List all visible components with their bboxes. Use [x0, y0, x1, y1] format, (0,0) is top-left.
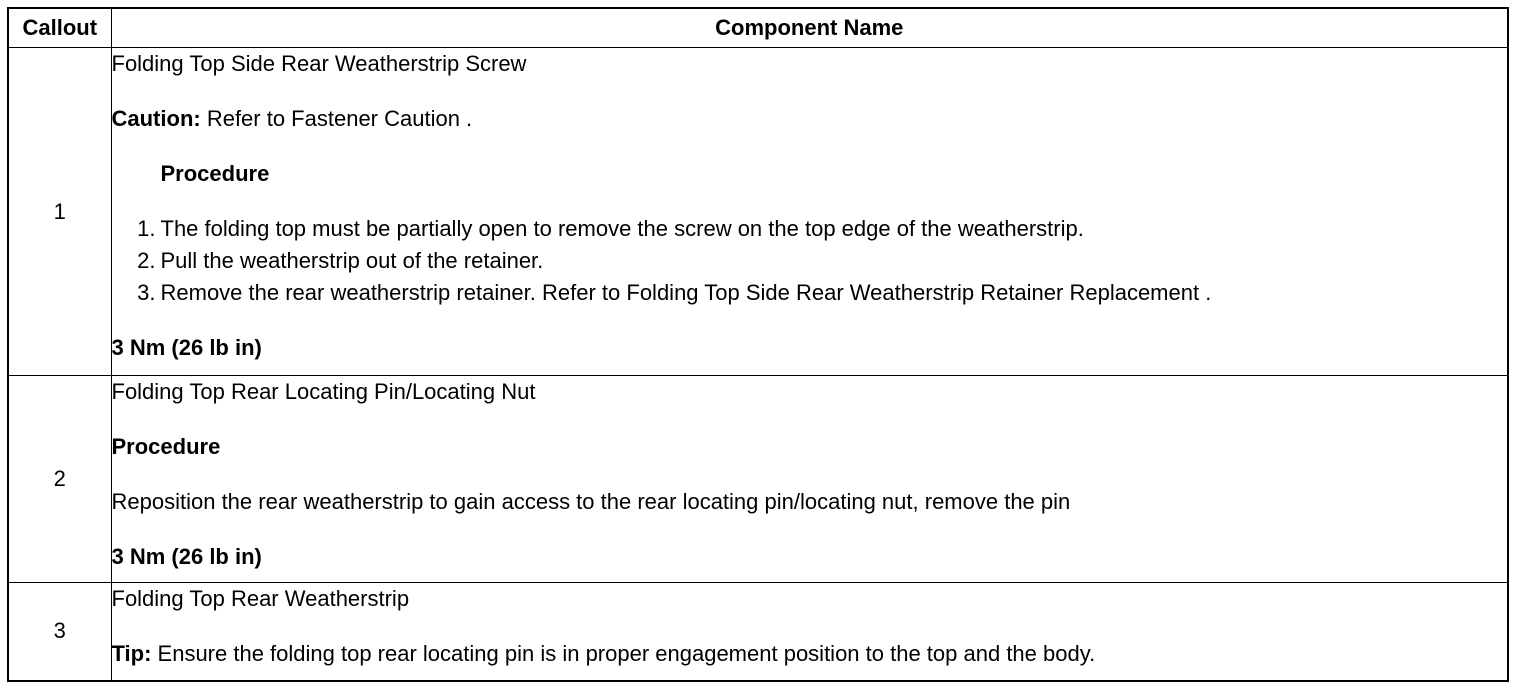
table-row [8, 583, 1508, 681]
component-cell [111, 583, 1508, 681]
component-title: Folding Top Rear Locating Pin/Locating Nut [111, 379, 536, 404]
procedure-heading: Procedure [160, 161, 270, 186]
component-table [7, 7, 1509, 682]
tip-text: Ensure the folding top rear locating pin is in proper engagement position to the top and the body. [151, 641, 1096, 666]
callout-cell: 1 [8, 48, 111, 376]
list-item [137, 245, 1508, 277]
tip-note [112, 638, 1508, 670]
component-cell [111, 48, 1508, 376]
step-text: The folding top must be partially open to remove the screw on the top edge of the weatherstrip. [160, 216, 1084, 241]
step-number: 3. [137, 280, 156, 305]
table-row [8, 376, 1508, 583]
procedure-heading: Procedure [111, 434, 221, 459]
component-cell [111, 376, 1508, 583]
component-title: Folding Top Rear Weatherstrip [111, 586, 410, 611]
list-item [137, 213, 1508, 245]
step-number: 2. [137, 248, 156, 273]
table-row [8, 48, 1508, 376]
caution-label: Caution: [111, 106, 201, 131]
step-text: Pull the weatherstrip out of the retainer. [160, 248, 544, 273]
procedure-text: Reposition the rear weatherstrip to gain access to the rear locating pin/locating nut, remove the pin [111, 489, 1071, 514]
procedure-steps [112, 213, 1508, 309]
callout-cell: 2 [8, 376, 111, 583]
callout-cell: 3 [8, 583, 111, 681]
torque-spec: 3 Nm (26 lb in) [111, 544, 262, 569]
step-number: 1. [137, 216, 156, 241]
list-item [137, 277, 1508, 309]
table-header-row [8, 8, 1508, 48]
component-name-header: Component Name [111, 8, 1508, 48]
callout-header: Callout [8, 8, 111, 48]
caution-note [112, 103, 1508, 135]
step-text: Remove the rear weatherstrip retainer. Refer to Folding Top Side Rear Weatherstrip Retainer Replacement . [160, 280, 1212, 305]
tip-label: Tip: [111, 641, 152, 666]
component-title: Folding Top Side Rear Weatherstrip Screw [111, 51, 527, 76]
caution-text: Refer to Fastener Caution . [200, 106, 473, 131]
document-page [7, 7, 1509, 682]
torque-spec: 3 Nm (26 lb in) [111, 335, 262, 360]
